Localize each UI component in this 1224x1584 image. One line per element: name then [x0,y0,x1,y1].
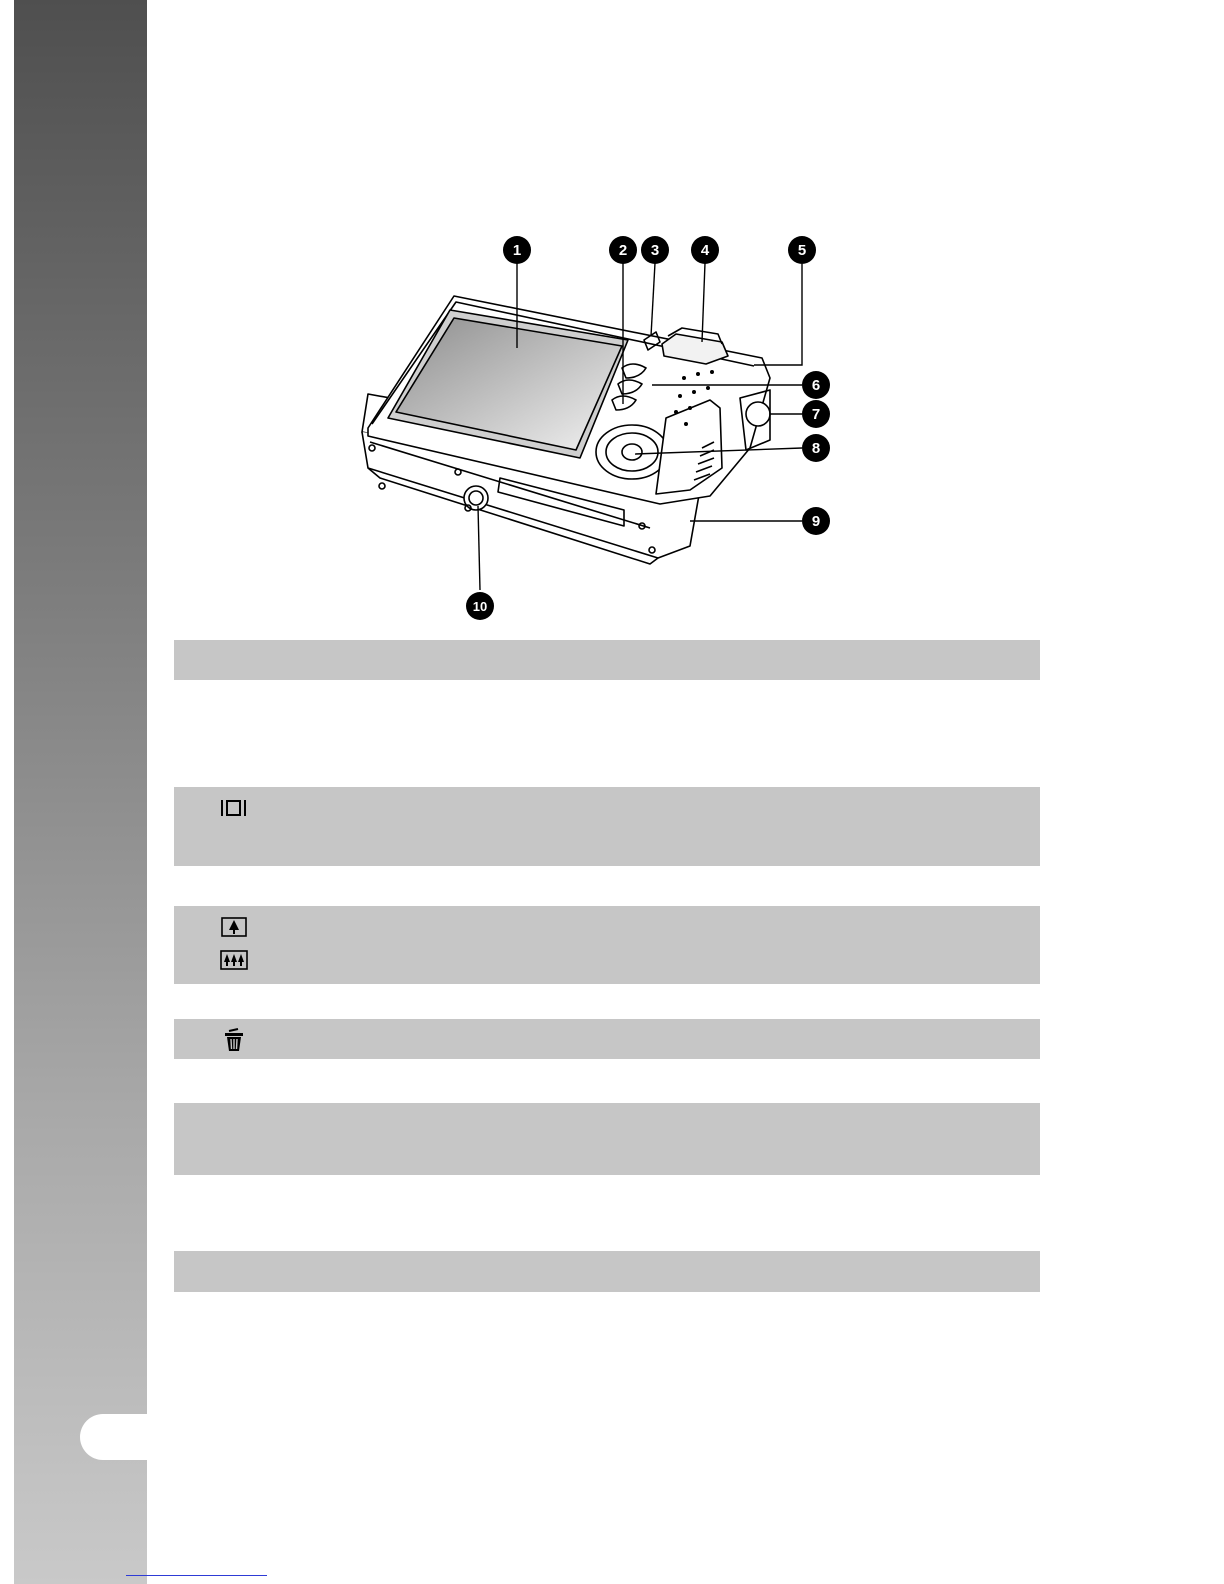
footer-link[interactable] [126,1575,267,1576]
callout-2: 2 [618,242,628,259]
camera-back-figure [350,228,840,628]
table-row [174,1103,1040,1175]
callout-6: 6 [811,377,821,394]
zoom-wide-icon [219,949,249,971]
side-bar [14,0,147,1584]
table-row [174,1019,1040,1059]
callout-4: 4 [700,242,710,259]
table-row [174,787,1040,866]
table-row [174,1251,1040,1292]
page-number-tab [80,1414,150,1460]
callout-9: 9 [811,513,821,530]
zoom-tele-icon [219,916,249,938]
trash-icon [219,1028,249,1050]
callout-7: 7 [811,406,821,423]
callout-10: 10 [472,599,488,614]
table-row [174,906,1040,984]
callout-5: 5 [797,242,807,259]
table-row [174,640,1040,680]
callout-1: 1 [512,242,522,259]
callout-3: 3 [650,242,660,259]
callout-8: 8 [811,440,821,457]
display-toggle-icon [219,797,249,819]
